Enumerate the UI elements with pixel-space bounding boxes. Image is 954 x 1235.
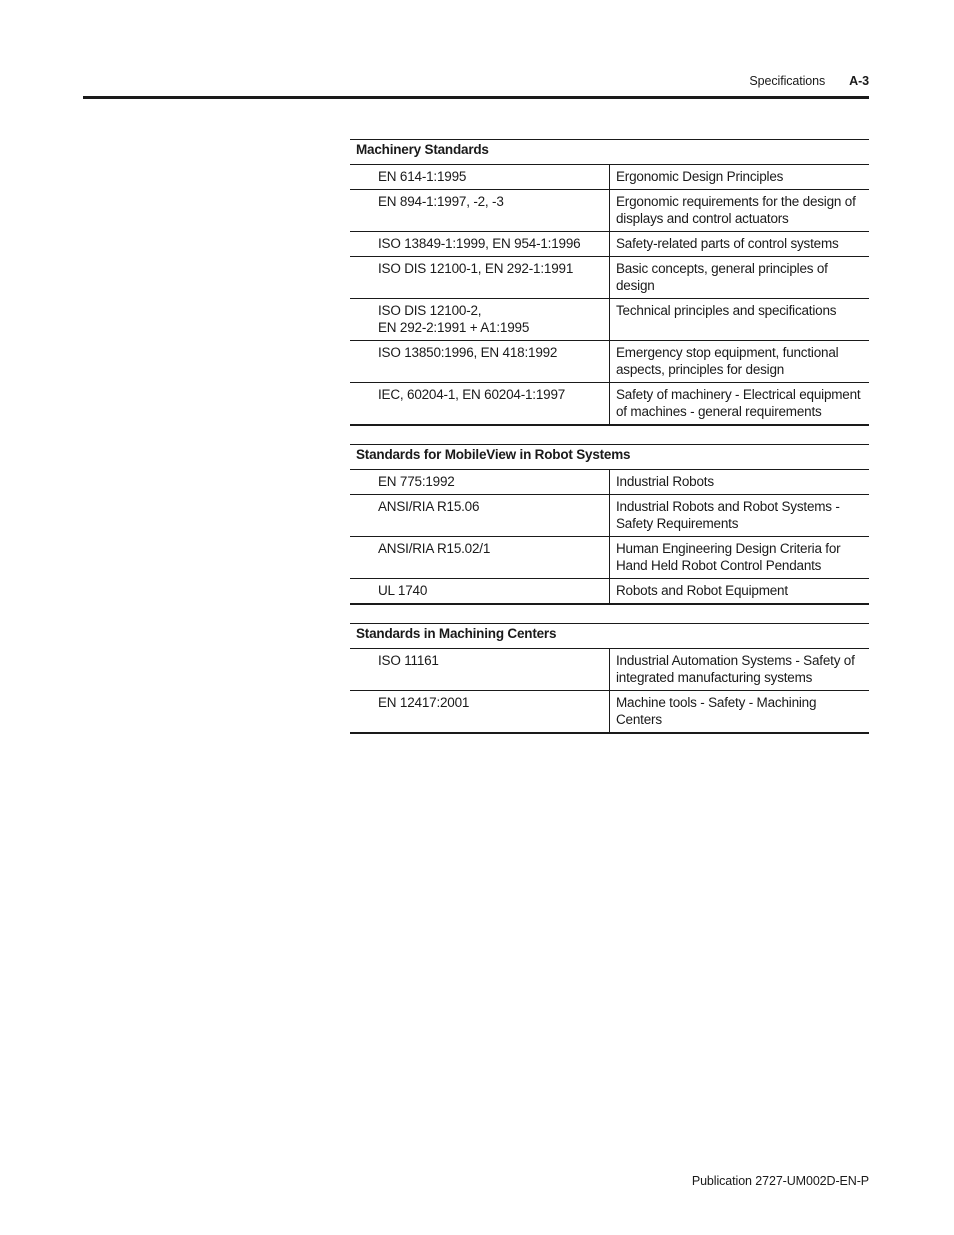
standard-description-line: Industrial Automation Systems - Safety of [616,653,855,668]
standard-code-cell [350,232,610,257]
standard-code-cell [350,299,610,341]
standard-code-line: ANSI/RIA R15.06 [378,499,480,514]
standard-description-cell [610,341,870,383]
publication-footer: Publication 2727-UM002D-EN-P [691,1174,869,1188]
standards-tables [350,139,869,734]
standard-code-line: ISO 11161 [378,653,439,668]
standard-code-cell [350,579,610,605]
standard-description-line: Safety of machinery - Electrical equipment [616,387,861,402]
standard-code-line: EN 614-1:1995 [378,169,467,184]
section-title: Specifications [749,74,826,88]
standard-code-cell [350,649,610,691]
table-row [350,299,869,341]
standard-code-line: ANSI/RIA R15.02/1 [378,541,491,556]
table-row [350,691,869,734]
standard-code-cell [350,165,610,190]
table-row [350,165,869,190]
standard-description-line: Industrial Robots [616,474,714,489]
table-title: Standards in Machining Centers [350,624,869,649]
table-row [350,649,869,691]
standard-description-line: Industrial Robots and Robot Systems - [616,499,840,514]
standard-code-cell [350,341,610,383]
running-header [749,74,869,88]
standard-description-line: Basic concepts, general principles of design [616,261,828,293]
standard-code-cell [350,383,610,426]
standard-description-line: integrated manufacturing systems [616,670,813,685]
standard-description-line: Human Engineering Design Criteria for [616,541,841,556]
standard-description-line: displays and control actuators [616,211,789,226]
standard-code-line: EN 775:1992 [378,474,455,489]
table-row [350,537,869,579]
standards-table [350,444,869,605]
standard-description-line: Safety Requirements [616,516,739,531]
table-title: Machinery Standards [350,140,869,165]
standard-description-line: Ergonomic requirements for the design of [616,194,856,209]
standard-description-cell [610,470,870,495]
header-rule [83,96,869,99]
standard-code-line: UL 1740 [378,583,428,598]
standard-description-line: Robots and Robot Equipment [616,583,788,598]
standard-code-cell [350,495,610,537]
standard-description-cell [610,537,870,579]
standard-code-line: IEC, 60204-1, EN 60204-1:1997 [378,387,566,402]
standard-description-cell [610,649,870,691]
table-row [350,470,869,495]
standard-description-cell [610,232,870,257]
standard-description-cell [610,190,870,232]
table-row [350,257,869,299]
table-row [350,579,869,605]
standard-description-cell [610,579,870,605]
standard-code-cell [350,537,610,579]
standard-description-line: Ergonomic Design Principles [616,169,784,184]
standard-description-line: Machine tools - Safety - Machining Centers [616,695,817,727]
standard-description-cell [610,257,870,299]
standard-description-line: Technical principles and specifications [616,303,837,318]
standard-code-line: ISO 13850:1996, EN 418:1992 [378,345,558,360]
standard-code-cell [350,190,610,232]
standards-table [350,139,869,426]
table-row [350,383,869,426]
table-row [350,232,869,257]
standard-code-cell [350,470,610,495]
standard-code-cell [350,691,610,734]
standard-code-line: ISO DIS 12100-1, EN 292-1:1991 [378,261,574,276]
standard-description-cell [610,495,870,537]
page-number: A-3 [849,74,869,88]
standard-code-line: EN 292-2:1991 + A1:1995 [378,320,530,335]
standard-code-line: ISO 13849-1:1999, EN 954-1:1996 [378,236,581,251]
table-row [350,495,869,537]
standard-description-cell [610,691,870,734]
table-row [350,190,869,232]
standard-description-line: Emergency stop equipment, functional [616,345,839,360]
standard-code-line: EN 894-1:1997, -2, -3 [378,194,504,209]
standard-description-line: Hand Held Robot Control Pendants [616,558,822,573]
standard-code-cell [350,257,610,299]
standard-description-cell [610,383,870,426]
standard-description-cell [610,299,870,341]
standard-code-line: ISO DIS 12100-2, [378,303,482,318]
standard-code-line: EN 12417:2001 [378,695,470,710]
standard-description-line: Safety-related parts of control systems [616,236,839,251]
table-title: Standards for MobileView in Robot Systems [350,445,869,470]
standard-description-line: of machines - general requirements [616,404,822,419]
standard-description-line: aspects, principles for design [616,362,785,377]
standards-table [350,623,869,734]
standard-description-cell [610,165,870,190]
table-row [350,341,869,383]
